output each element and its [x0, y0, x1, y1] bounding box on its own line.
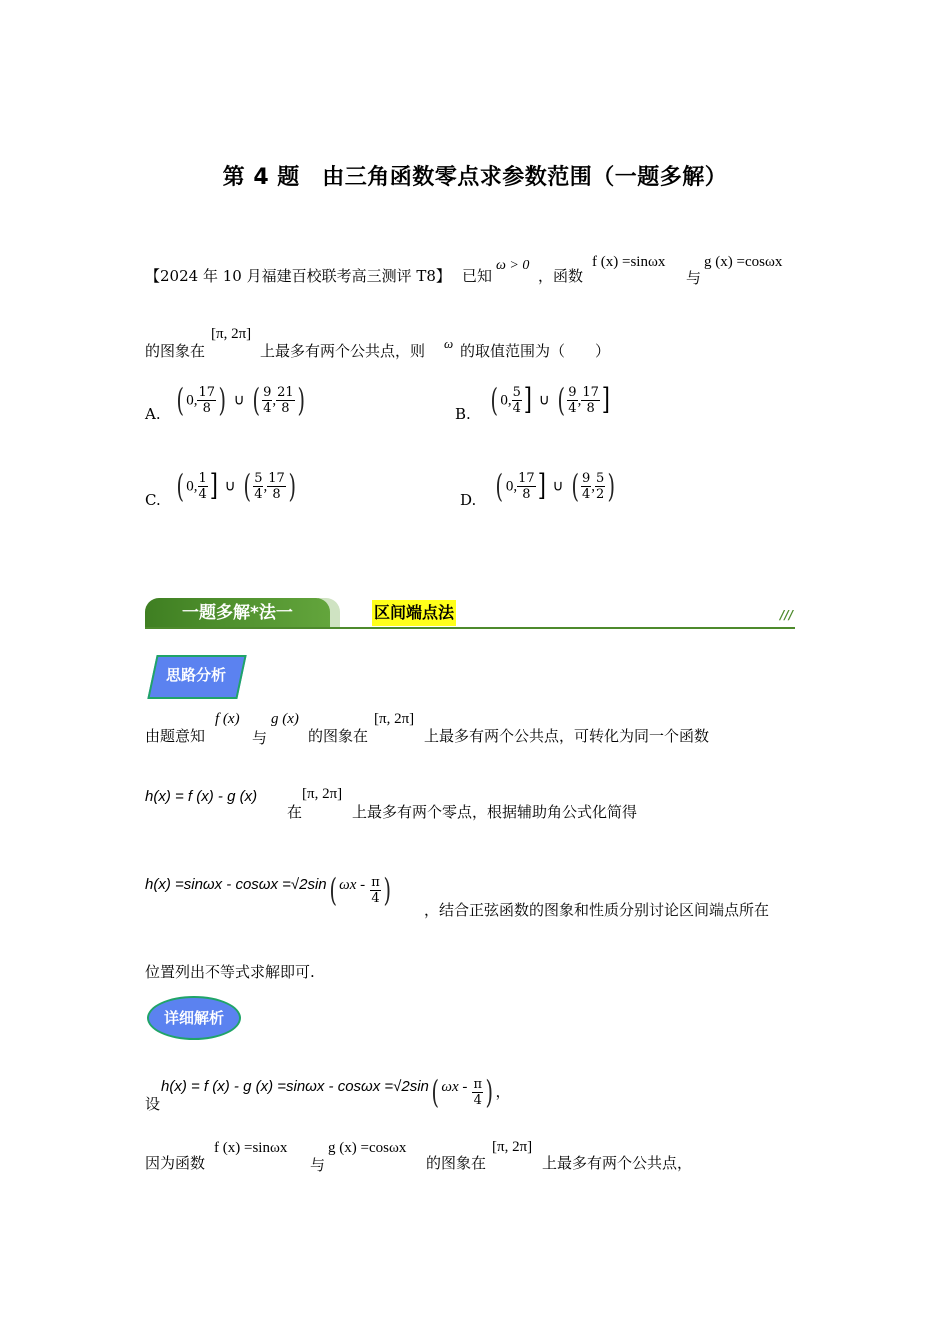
method-tab-label: 一题多解*法一 [182, 603, 293, 623]
paren-right: ) [218, 381, 226, 419]
solution-text: 与 [310, 1156, 326, 1174]
f-of-x: f (x) [215, 711, 240, 727]
analysis-text: 上最多有两个零点，根据辅助角公式化简得 [352, 803, 638, 821]
option-label: B. [455, 404, 471, 423]
question-text: 已知 [462, 267, 493, 285]
frac-num: 17 [198, 384, 215, 400]
f-definition: f (x) =sinωx [214, 1140, 288, 1156]
paren-left: ( [176, 381, 184, 419]
interval: [π, 2π] [302, 786, 343, 802]
union-symbol: ∪ [233, 392, 245, 409]
analysis-text: 上最多有两个公共点，可转化为同一个函数 [424, 727, 710, 745]
g-of-x: g (x) [271, 711, 299, 727]
h-definition: h(x) = f (x) - g (x) [145, 788, 258, 805]
solution-text: 设 [145, 1095, 161, 1113]
solution-text: 上最多有两个公共点， [542, 1154, 693, 1172]
question-source: 【2024 年 10 月福建百校联考高三测评 T8】 [145, 267, 451, 285]
analysis-badge: 思路分析 [165, 666, 226, 684]
option-label: A. [145, 404, 161, 423]
g-definition: g (x) =cosωx [704, 254, 783, 270]
option-label: C. [145, 490, 161, 509]
h-equation: h(x) = f (x) - g (x) =sinωx - cosωx =√2sin( ωx - $\frac{\pi}{4}$ ) ， [161, 1073, 511, 1111]
analysis-text: 与 [252, 729, 268, 747]
page-title: 第 4 题 由三角函数零点求参数范围（一题多解） [222, 165, 728, 190]
analysis-text: 在 [287, 803, 303, 821]
h-equation: h(x) =sinωx - cosωx =√2sin( ωx - $\frac{\pi}{4}$ ) [145, 871, 391, 909]
solution-text: 的图象在 [426, 1154, 487, 1172]
question-text: ，函数 [538, 267, 584, 285]
analysis-text: ，结合正弦函数的图象和性质分别讨论区间端点所在 [424, 901, 770, 919]
g-definition: g (x) =cosωx [328, 1140, 407, 1156]
option-c[interactable]: C. ( 0, $\frac{1}{4}$ ] ∪ ( $\frac{5}{4}$ , $\frac{17}{8}$ ) [145, 467, 296, 509]
question-text: 的取值范围为（ ） [460, 342, 611, 360]
solution-badge: 详细解析 [163, 1009, 224, 1027]
frac-den: 8 [281, 400, 290, 416]
analysis-text: 的图象在 [308, 727, 369, 745]
interval: [π, 2π] [211, 326, 252, 342]
frac-den: 8 [202, 400, 211, 416]
omega-symbol: ω [444, 336, 454, 351]
analysis-text: 由题意知 [145, 727, 206, 745]
question-text: 的图象在 [145, 342, 206, 360]
interval: [π, 2π] [374, 711, 415, 727]
option-label: D. [460, 490, 477, 509]
decorative-slashes: /// [780, 608, 794, 622]
option-zero: 0, [186, 392, 198, 409]
option-b[interactable]: B. ( 0, $\frac{5}{4}$ ] ∪ ( $\frac{9}{4}$ , $\frac{17}{8}$ ] [455, 381, 610, 423]
solution-text: 因为函数 [145, 1154, 206, 1172]
option-d[interactable]: D. ( 0, $\frac{17}{8}$ ] ∪ ( $\frac{9}{4}$ , $\frac{5}{2}$ ) [460, 467, 616, 509]
analysis-text: 位置列出不等式求解即可. [145, 963, 315, 981]
interval: [π, 2π] [492, 1139, 533, 1155]
frac-num: 9 [263, 384, 272, 400]
method-name: 区间端点法 [372, 600, 456, 626]
question-text: 与 [686, 269, 702, 287]
frac-num: 21 [277, 384, 294, 400]
option-a[interactable]: A. ( 0, $\frac{17}{8}$ ) ∪ ( $\frac{9}{4}$ , $\frac{21}{8}$ ) [145, 381, 305, 423]
method-divider [145, 627, 795, 629]
omega-condition: ω > 0 [496, 258, 530, 273]
question-text: 上最多有两个公共点，则 [260, 342, 426, 360]
frac-den: 4 [263, 400, 272, 416]
f-definition: f (x) =sinωx [592, 254, 666, 270]
